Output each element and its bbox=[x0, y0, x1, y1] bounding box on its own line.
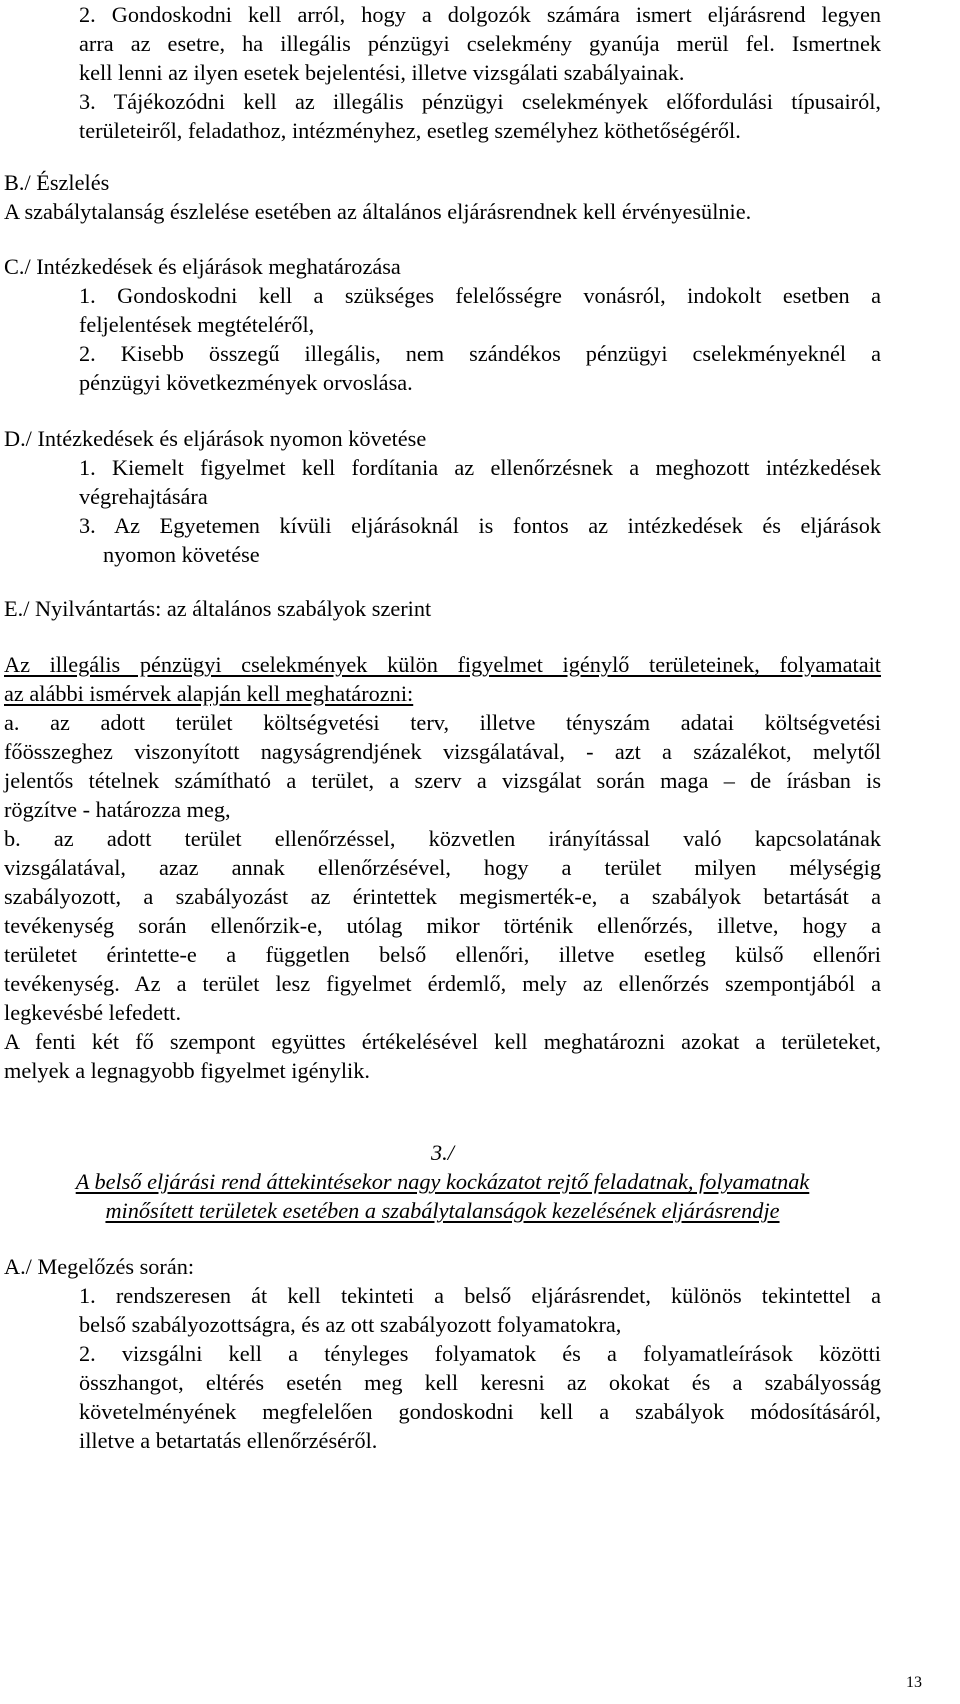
text-line: pénzügyi következmények orvoslása. bbox=[79, 370, 413, 395]
text-line: nyomon követése bbox=[103, 542, 260, 567]
section-number-3: 3./ bbox=[431, 1140, 454, 1165]
text-line: főösszeghez viszonyított nagyságrendjének vizsgálatával, - azt a százalékot, melytől bbox=[4, 739, 881, 764]
text-line: területet érintette-e a független belső ellenőri, illetve esetleg külső ellenőri bbox=[4, 942, 881, 967]
text-line: arra az esetre, ha illegális pénzügyi cselekmény gyanúja merül fel. Ismertnek bbox=[79, 31, 881, 56]
text-line: 2. Kisebb összegű illegális, nem szándékos pénzügyi cselekményeknél a bbox=[79, 341, 881, 366]
text-line: követelményének megfelelően gondoskodni kell a szabályok módosításáról, bbox=[79, 1399, 881, 1424]
section-heading-c: C./ Intézkedések és eljárások meghatározása bbox=[4, 254, 401, 279]
text-line: jelentős tételnek számítható a terület, a szerv a vizsgálat során maga – de írásban is bbox=[4, 768, 881, 793]
text-line: végrehajtására bbox=[79, 484, 208, 509]
text-line: tevékenység során ellenőrzik-e, utólag mikor történik ellenőrzés, illetve, hogy a bbox=[4, 913, 881, 938]
section-heading-b: B./ Észlelés bbox=[4, 170, 110, 195]
text-line: A szabálytalanság észlelése esetében az általános eljárásrendnek kell érvényesülnie. bbox=[4, 199, 752, 224]
text-line: b. az adott terület ellenőrzéssel, közvetlen irányítással való kapcsolatának bbox=[4, 826, 881, 851]
text-line: rögzítve - határozza meg, bbox=[4, 797, 231, 822]
text-line: legkevésbé lefedett. bbox=[4, 1000, 182, 1025]
text-line: összhangot, eltérés esetén meg kell keresni az okokat és a szabályosság bbox=[79, 1370, 881, 1395]
text-line: a. az adott terület költségvetési terv, illetve tényszám adatai költségvetési bbox=[4, 710, 881, 735]
italic-heading: minősített területek esetében a szabálytalanságok kezelésének eljárásrendje bbox=[105, 1198, 780, 1223]
section-heading-a: A./ Megelőzés során: bbox=[4, 1254, 195, 1279]
text-line: 2. vizsgálni kell a tényleges folyamatok és a folyamatleírások közötti bbox=[79, 1341, 881, 1366]
text-line: 1. Kiemelt figyelmet kell fordítania az ellenőrzésnek a meghozott intézkedések bbox=[79, 455, 881, 480]
text-line: illetve a betartatás ellenőrzéséről. bbox=[79, 1428, 378, 1453]
text-line: feljelentések megtételéről, bbox=[79, 312, 315, 337]
italic-heading: A belső eljárási rend áttekintésekor nagy kockázatot rejtő feladatnak, folyamatnak bbox=[75, 1169, 810, 1194]
text-line: területeiről, feladathoz, intézményhez, esetleg személyhez köthetőségéről. bbox=[79, 118, 741, 143]
text-line: A fenti két fő szempont együttes értékelésével kell meghatározni azokat a területeket, bbox=[4, 1029, 881, 1054]
text-line: tevékenység. Az a terület lesz figyelmet érdemlő, mely az ellenőrzés szempontjából a bbox=[4, 971, 881, 996]
page-number: 13 bbox=[906, 1674, 922, 1691]
section-heading-e: E./ Nyilvántartás: az általános szabályok szerint bbox=[4, 596, 432, 621]
text-line: 1. Gondoskodni kell a szükséges felelősségre vonásról, indokolt esetben a bbox=[79, 283, 881, 308]
text-line: 3. Az Egyetemen kívüli eljárásoknál is fontos az intézkedések és eljárások bbox=[79, 513, 881, 538]
text-line: 2. Gondoskodni kell arról, hogy a dolgozók számára ismert eljárásrend legyen bbox=[79, 2, 881, 27]
text-line: 1. rendszeresen át kell tekinteti a belső eljárásrendet, különös tekintettel a bbox=[79, 1283, 881, 1308]
text-line: szabályozott, a szabályozást az érintettek megismerték-e, a szabályok betartását a bbox=[4, 884, 881, 909]
text-line: melyek a legnagyobb figyelmet igénylik. bbox=[4, 1058, 370, 1083]
text-line: 3. Tájékozódni kell az illegális pénzügyi cselekmények előfordulási típusairól, bbox=[79, 89, 881, 114]
text-line: kell lenni az ilyen esetek bejelentési, illetve vizsgálati szabályainak. bbox=[79, 60, 685, 85]
section-heading-d: D./ Intézkedések és eljárások nyomon követése bbox=[4, 426, 427, 451]
underlined-heading: Az illegális pénzügyi cselekmények külön figyelmet igénylő területeinek, folyamatait bbox=[4, 652, 881, 677]
text-line: vizsgálatával, azaz annak ellenőrzésével, hogy a terület milyen mélységig bbox=[4, 855, 881, 880]
underlined-heading: az alábbi ismérvek alapján kell meghatározni: bbox=[4, 681, 414, 706]
text-line: belső szabályozottságra, és az ott szabályozott folyamatokra, bbox=[79, 1312, 622, 1337]
